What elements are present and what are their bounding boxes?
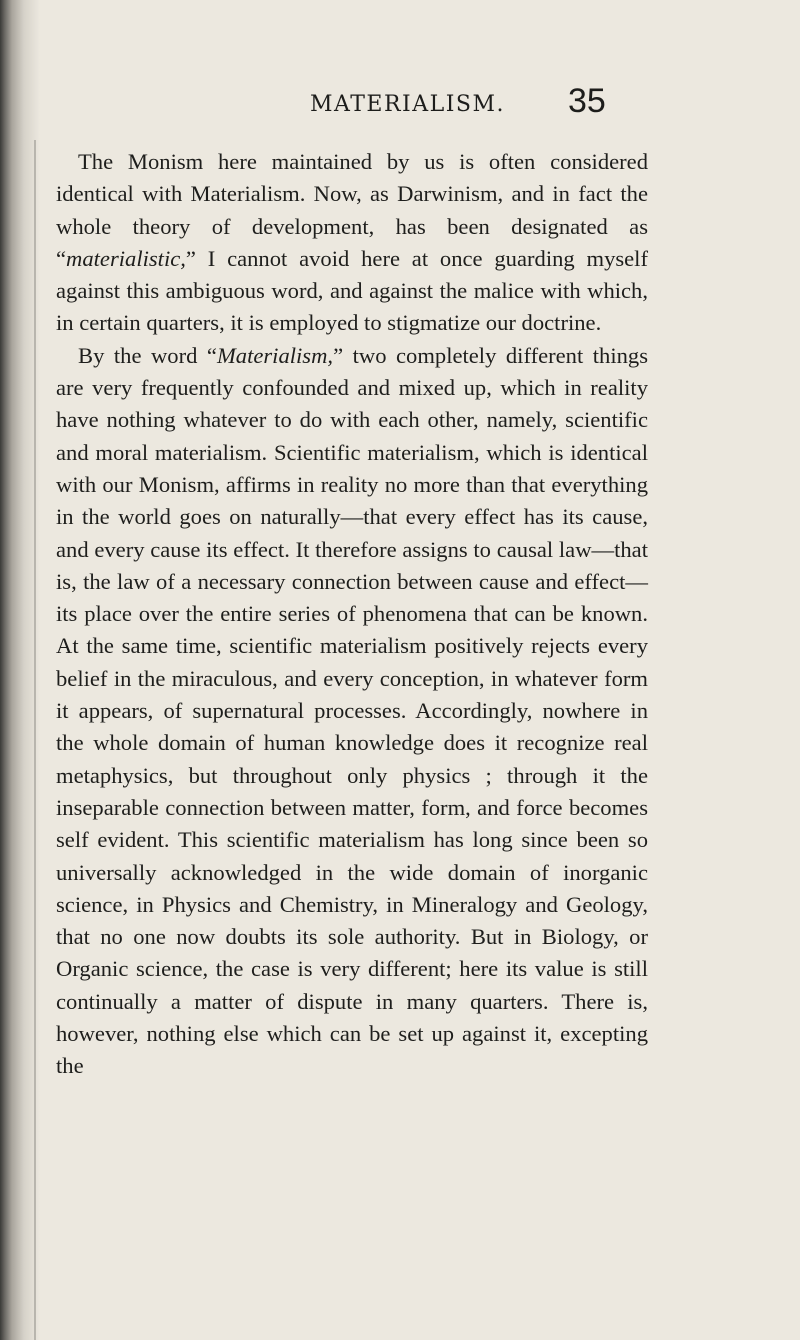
paragraph [56,146,648,340]
text-run: The Monism here maintained by us is often considered identical with Materialism. Now, as Darwinism, and in fact the whole theory of development, has been designated as “ [56,149,648,271]
italic-term: Materialism, [216,342,334,368]
gutter-shadow-line [34,140,36,1340]
text-run: ” I cannot avoid here at once guarding myself against this ambiguous word, and against the malice with which, in certain quarters, it is employed to stigmatize our doctrine. [56,245,648,336]
italic-term: materialistic, [66,245,186,271]
text-run: ” two completely different things are very frequently confounded and mixed up, which in reality have nothing whatever to do with each other, namely, scientific and moral materialism. Scientific materialism, which is identical with our Monism, affirms in reality no more than that everything in the world goes on naturally—that every effect has its cause, and every cause its effect. It therefore assigns to causal law—that is, the law of a necessary connection between cause and effect—its place over the entire series of phenomena that can be known. At the same time, scientific materialism positively rejects every belief in the miraculous, and every conception, in whatever form it appears, of supernatural processes. Accordingly, nowhere in the whole domain of human knowledge does it recognize real metaphysics, but throughout only physics ; through it the inseparable connection between matter, form, and force becomes self evident. This scientific materialism has long since been so universally acknowledged in the wide domain of inorganic science, in Physics and Chemistry, in Mineralogy and Geology, that no one now doubts its sole authority. But in Biology, or Organic science, the case is very different; here its value is still continually a matter of dispute in many quarters. There is, however, nothing else which can be set up against it, excepting the [56,342,648,1079]
text-run: By the word “ [78,342,217,368]
paragraph [56,340,648,1083]
page-header [0,78,800,118]
page-number: 35 [568,82,606,120]
running-title: MATERIALISM. [310,92,505,117]
body-text [56,146,648,1083]
